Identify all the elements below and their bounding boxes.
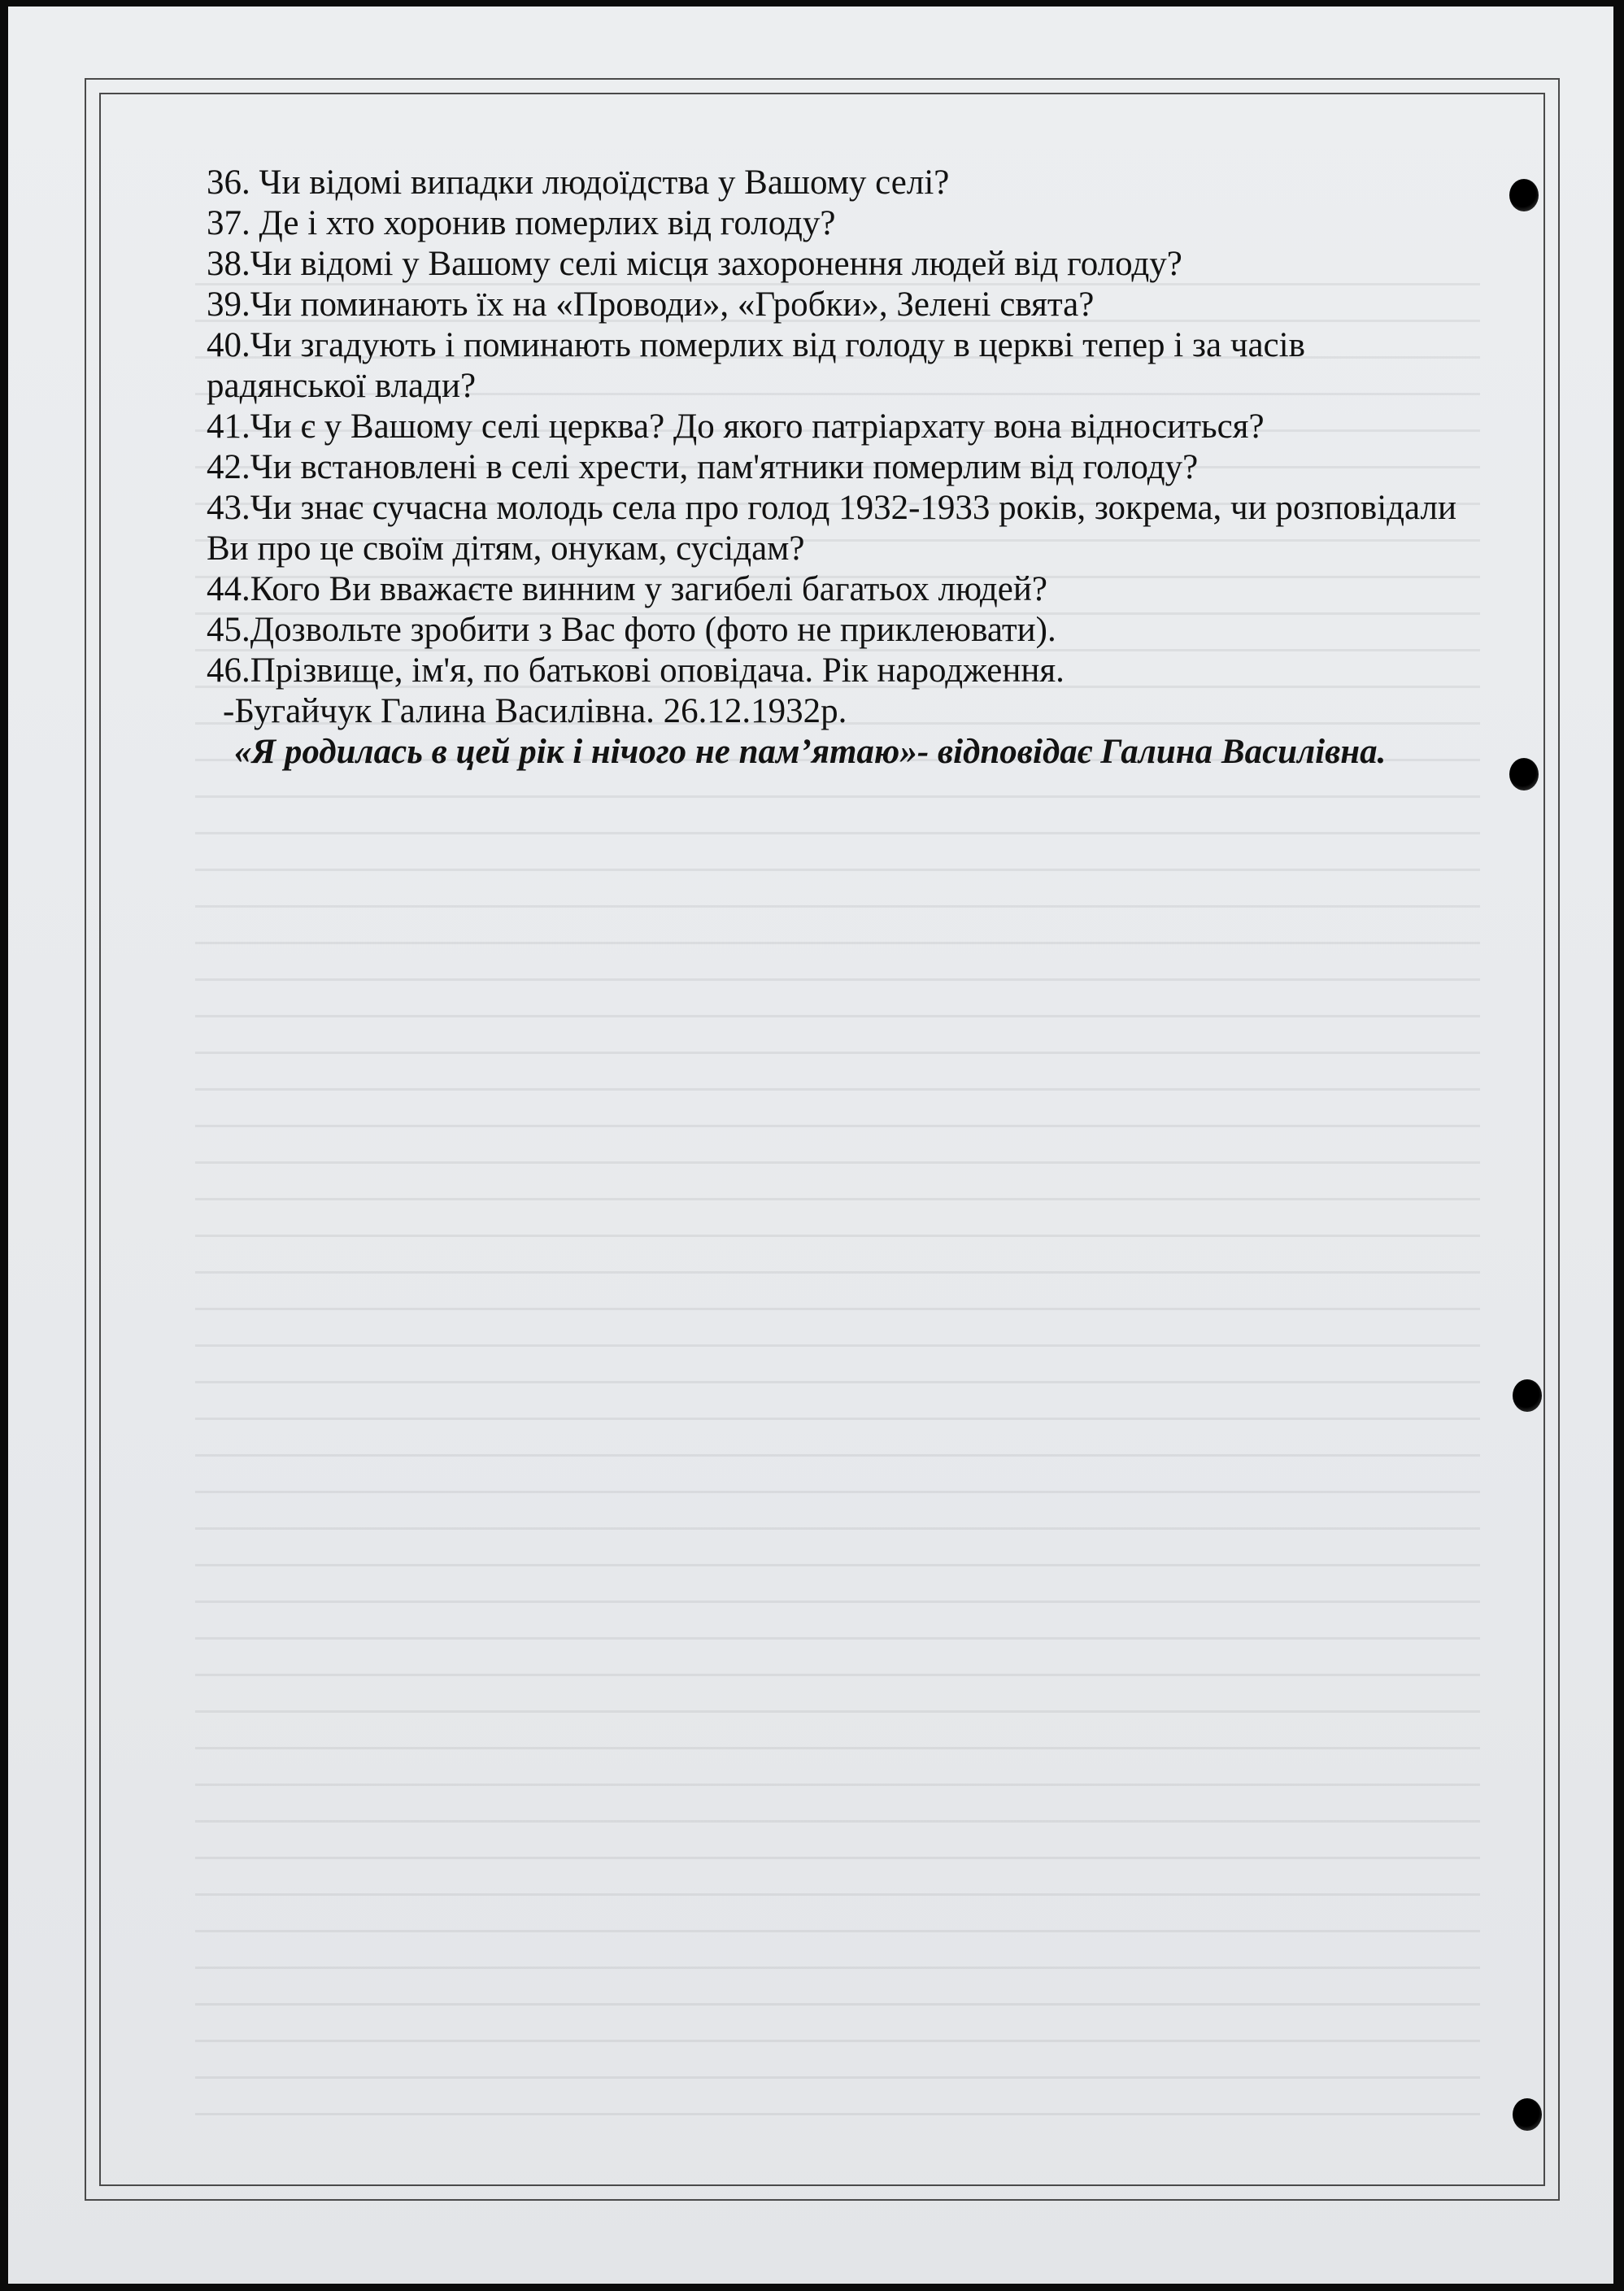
question-44: 44.Кого Ви вважаєте винним у загибелі багатьох людей? — [207, 570, 1047, 608]
punch-hole-3 — [1513, 1379, 1542, 1412]
question-36: 36. Чи відомі випадки людоїдства у Вашому селі? — [207, 163, 950, 202]
question-43: 43.Чи знає сучасна молодь села про голод 1932-1933 років, зокрема, чи розповідали Ви про це своїм дітям, онукам, сусідам? — [207, 489, 1456, 568]
punch-hole-4 — [1513, 2098, 1542, 2131]
question-38: 38.Чи відомі у Вашому селі місця захоронення людей від голоду? — [207, 245, 1182, 283]
question-46: 46.Прізвище, ім'я, по батькові оповідача. Рік народження. — [207, 651, 1065, 690]
question-41: 41.Чи є у Вашому селі церква? До якого патріархату вона відноситься? — [207, 407, 1265, 446]
respondent-answer: «Я родилась в цей рік і нічого не пам’ятаю»- відповідає Галина Василівна. — [234, 733, 1387, 771]
punch-hole-1 — [1509, 179, 1539, 211]
questionnaire-text — [207, 163, 1467, 773]
punch-hole-2 — [1509, 758, 1539, 791]
question-45: 45.Дозвольте зробити з Вас фото (фото не приклеювати). — [207, 611, 1056, 649]
question-42: 42.Чи встановлені в селі хрести, пам'ятники померлим від голоду? — [207, 448, 1199, 486]
question-39: 39.Чи поминають їх на «Проводи», «Гробки», Зелені свята? — [207, 285, 1095, 324]
question-37: 37. Де і хто хоронив померлих від голоду? — [207, 204, 836, 242]
paper-sheet — [8, 7, 1613, 2284]
respondent-name: -Бугайчук Галина Василівна. 26.12.1932р. — [223, 692, 847, 730]
question-40: 40.Чи згадують і поминають померлих від голоду в церкві тепер і за часів радянської влади? — [207, 326, 1305, 405]
